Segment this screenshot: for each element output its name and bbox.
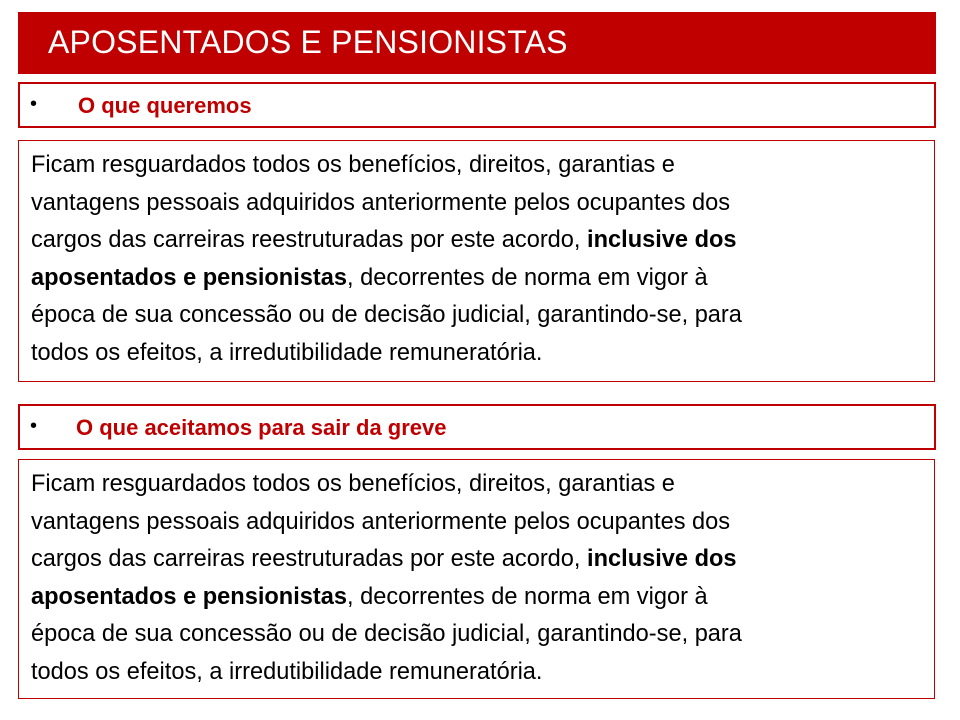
paragraph-line: vantagens pessoais adquiridos anteriormente pelos ocupantes dos xyxy=(31,508,731,535)
paragraph-line: todos os efeitos, a irredutibilidade remuneratória. xyxy=(31,658,543,685)
paragraph-line: época de sua concessão ou de decisão judicial, garantindo-se, para xyxy=(31,621,742,648)
paragraph-line: vantagens pessoais adquiridos anteriormente pelos ocupantes dos xyxy=(31,189,731,216)
emphasis-text: inclusive dos xyxy=(587,227,737,254)
section-heading-label: O que queremos xyxy=(78,93,252,118)
bullet-icon: • xyxy=(30,93,38,115)
emphasis-text: aposentados e pensionistas xyxy=(31,264,347,291)
paragraph-text xyxy=(31,147,924,373)
paragraph-line: aposentados e pensionistas, decorrentes de norma em vigor à xyxy=(31,583,708,610)
paragraph-line: cargos das carreiras reestruturadas por este acordo, inclusive dos xyxy=(31,227,737,254)
emphasis-text: aposentados e pensionistas xyxy=(31,583,347,610)
section-heading-label: O que aceitamos para sair da greve xyxy=(76,415,447,440)
paragraph-line: aposentados e pensionistas, decorrentes de norma em vigor à xyxy=(31,264,708,291)
paragraph-line: cargos das carreiras reestruturadas por este acordo, inclusive dos xyxy=(31,546,737,573)
paragraph-line: Ficam resguardados todos os benefícios, direitos, garantias e xyxy=(31,471,675,497)
paragraph-box-what-we-want xyxy=(18,140,935,382)
emphasis-text: inclusive dos xyxy=(587,546,737,573)
paragraph-line: época de sua concessão ou de decisão judicial, garantindo-se, para xyxy=(31,302,742,329)
page-title: APOSENTADOS E PENSIONISTAS xyxy=(48,24,568,60)
bullet-icon: • xyxy=(30,415,38,437)
section-heading-what-we-accept xyxy=(18,404,936,450)
section-heading-what-we-want xyxy=(18,82,936,128)
paragraph-line: todos os efeitos, a irredutibilidade remuneratória. xyxy=(31,339,543,366)
paragraph-box-what-we-accept xyxy=(18,459,935,699)
paragraph-text xyxy=(31,466,924,692)
title-bar xyxy=(18,12,936,74)
paragraph-line: Ficam resguardados todos os benefícios, direitos, garantias e xyxy=(31,152,675,178)
